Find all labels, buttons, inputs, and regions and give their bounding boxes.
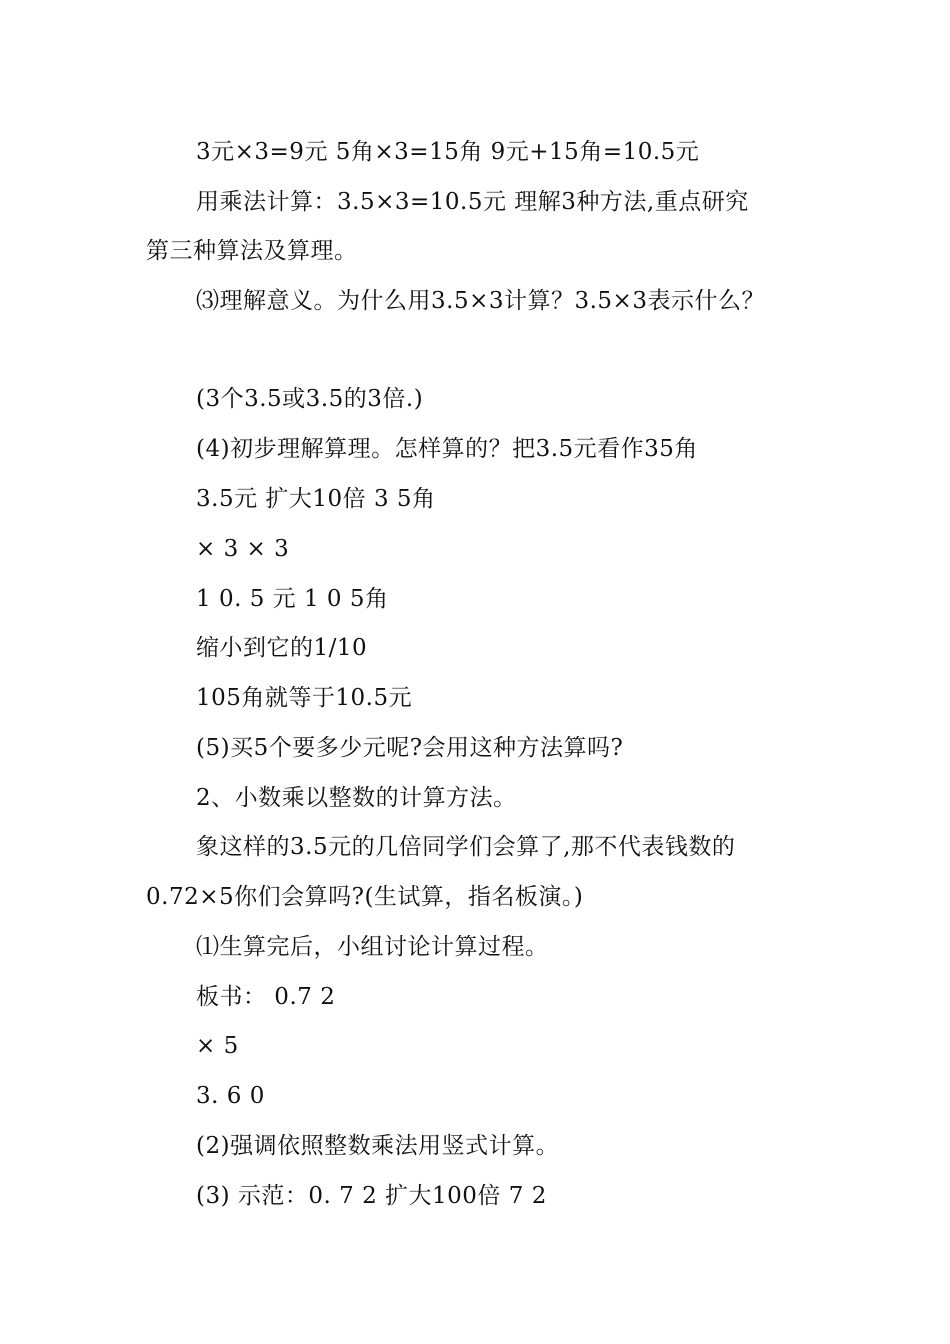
text-line: 缩小到它的1/10 (196, 635, 368, 661)
text-line: × 5 (196, 1033, 239, 1059)
text-line: 0.72×5你们会算吗?(生试算，指名板演。) (146, 884, 584, 910)
text-line: 第三种算法及算理。 (146, 238, 358, 264)
text-line: (4)初步理解算理。怎样算的？把3.5元看作35角 (196, 436, 698, 462)
text-line: ⑶理解意义。为什么用3.5×3计算？3.5×3表示什么？ (196, 288, 765, 314)
text-line: 3.5元 扩大10倍 3 5角 (196, 486, 436, 512)
text-line: 板书： 0.7 2 (196, 984, 336, 1010)
text-line: 3. 6 0 (196, 1083, 265, 1109)
text-line: 105角就等于10.5元 (196, 685, 413, 711)
text-line: × 3 × 3 (196, 536, 290, 562)
text-line: ⑴生算完后，小组讨论计算过程。 (196, 934, 549, 960)
text-line: 用乘法计算：3.5×3=10.5元 理解3种方法,重点研究 (196, 189, 749, 215)
text-line: (5)买5个要多少元呢?会用这种方法算吗? (196, 735, 624, 761)
text-line: 1 0. 5 元 1 0 5角 (196, 586, 389, 612)
text-line: 象这样的3.5元的几倍同学们会算了,那不代表钱数的 (196, 834, 736, 860)
text-line: 2、小数乘以整数的计算方法。 (196, 785, 517, 811)
text-line: (2)强调依照整数乘法用竖式计算。 (196, 1133, 560, 1159)
text-line: 3元×3=9元 5角×3=15角 9元+15角=10.5元 (196, 139, 700, 165)
text-line: (3) 示范：0. 7 2 扩大100倍 7 2 (196, 1183, 547, 1209)
text-line: (3个3.5或3.5的3倍.) (196, 386, 424, 412)
